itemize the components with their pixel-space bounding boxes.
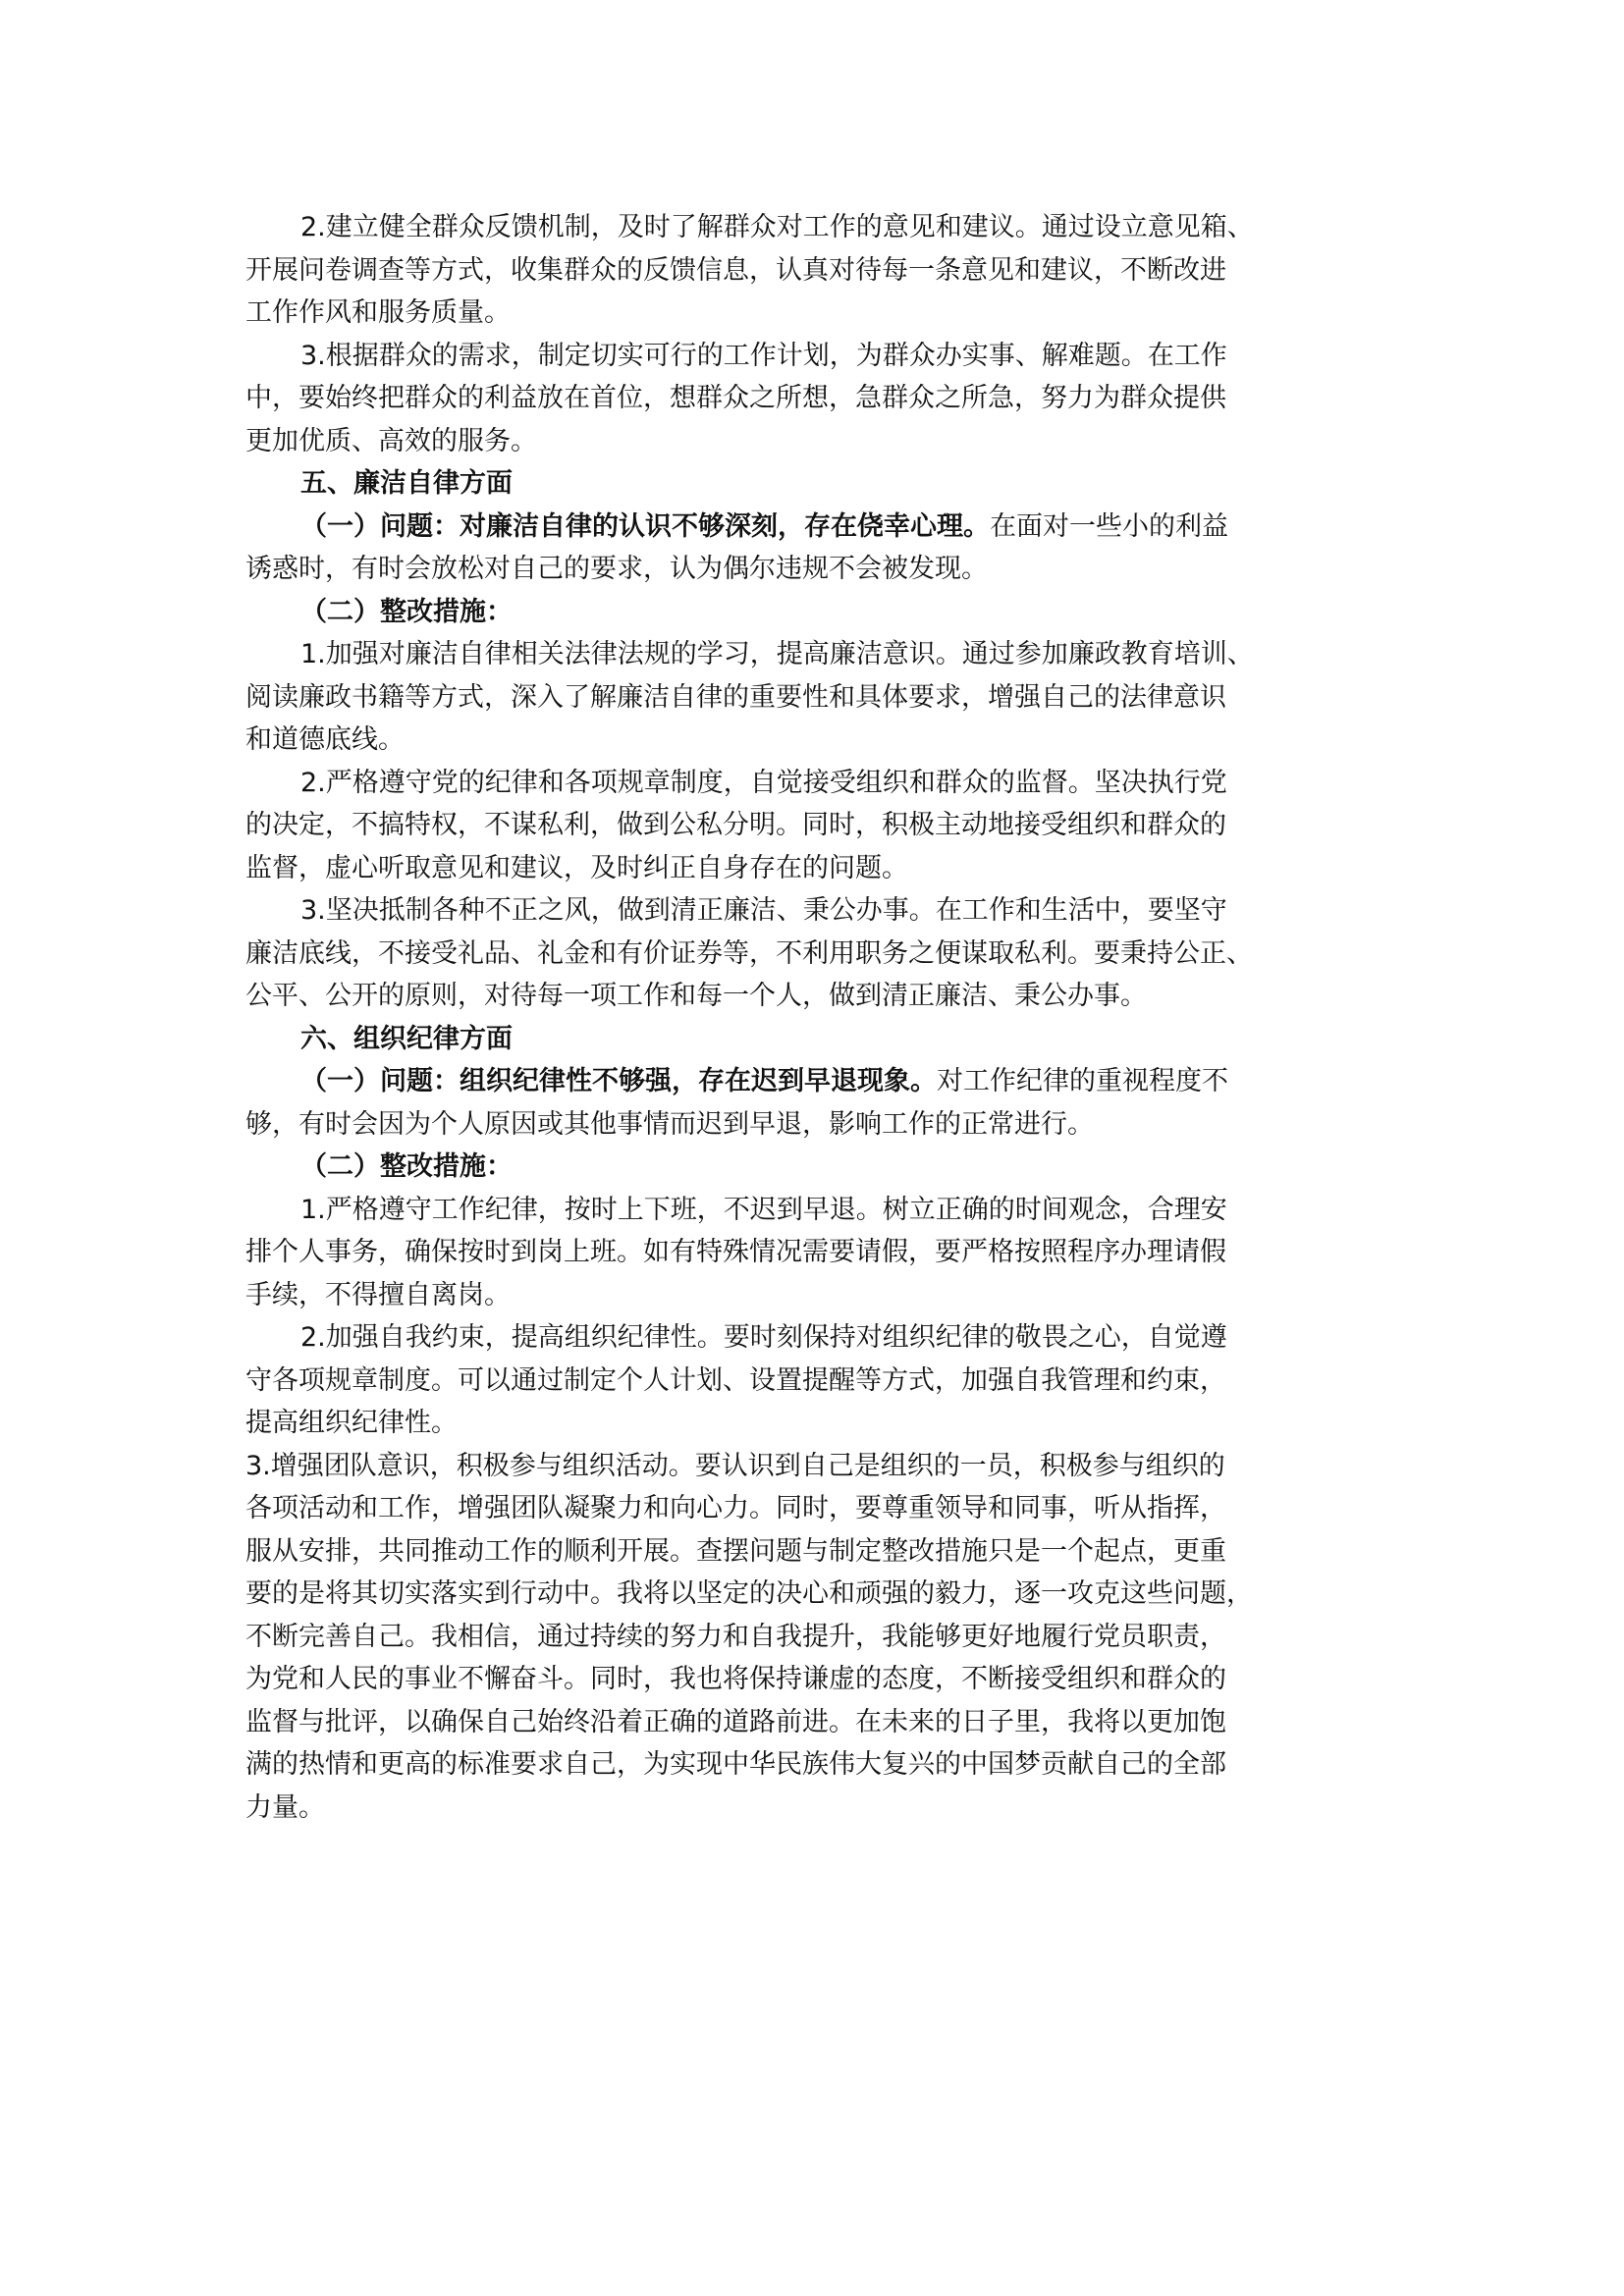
discipline-problem — [245, 1060, 1404, 1146]
paragraph-integrity-study: 1.加强对廉洁自律相关法律法规的学习，提高廉洁意识。通过参加廉政教育培训、 阅读廉政书籍等方式，深入了解廉洁自律的重要性和具体要求，增强自己的法律意识 和道德底线。 — [245, 639, 1254, 755]
paragraph-discipline-self-control: 2.加强自我约束，提高组织纪律性。要时刻保持对组织纪律的敬畏之心，自觉遵 守各项规章制度。可以通过制定个人计划、设置提醒等方式，加强自我管理和约束， 提高组织纪律性。 — [245, 1322, 1227, 1438]
discipline-measures-heading — [245, 1146, 1404, 1189]
section-heading-integrity: 五、廉洁自律方面 — [300, 468, 513, 499]
integrity-problem-title: （一）问题：对廉洁自律的认识不够深刻，存在侥幸心理。 — [300, 510, 990, 542]
integrity-measures-heading — [245, 591, 1404, 634]
paragraph-discipline-attendance: 1.严格遵守工作纪律，按时上下班，不迟到早退。树立正确的时间观念，合理安 排个人事务，确保按时到岗上班。如有特殊情况需要请假，要严格按照程序办理请假 手续，不得擅自离岗。 — [245, 1194, 1227, 1310]
discipline-problem-title: （一）问题：组织纪律性不够强，存在迟到早退现象。 — [300, 1066, 937, 1096]
discipline-measures-title: （二）整改措施： — [300, 1151, 513, 1182]
document-body — [245, 206, 1404, 1829]
paragraph-integrity-discipline: 2.严格遵守党的纪律和各项规章制度，自觉接受组织和群众的监督。坚决执行党 的决定，不搞特权，不谋私利，做到公私分明。同时，积极主动地接受组织和群众的 监督，虚心听取意见和建议，及时纠正自身存在的问题。 — [245, 767, 1227, 883]
integrity-problem-text: 在面对一些小的利益 诱惑时，有时会放松对自己的要求，认为偶尔违规不会被发现。 — [245, 510, 1228, 584]
paragraph-work-plan: 3.根据群众的需求，制定切实可行的工作计划，为群众办实事、解难题。在工作 中，要始终把群众的利益放在首位，想群众之所想，急群众之所急，努力为群众提供 更加优质、高效的服务。 — [245, 340, 1227, 456]
discipline-problem-text: 对工作纪律的重视程度不 够，有时会因为个人原因或其他事情而迟到早退，影响工作的正常进行。 — [245, 1066, 1228, 1140]
integrity-measures-title: （二）整改措施： — [300, 596, 513, 627]
paragraph-team-and-conclusion: 3.增强团队意识，积极参与组织活动。要认识到自己是组织的一员，积极参与组织的 各项活动和工作，增强团队凝聚力和向心力。同时，要尊重领导和同事，听从指挥， 服从安排，共同推动工作的顺利开展。查摆问题与制定整改措施只是一个起点，更重 要的是将其切实落实到行动中。我将以坚定的决心和顽强的毅力，逐一攻克这些问题， 不断完善自己。我相信，通过持续的努力和自我提升，我能够更好地履行党员职责， 为党和人民的事业不懈奋斗。同时，我也将保持谦虚的态度，不断接受组织和群众的 监督与批评，以确保自己始终沿着正确的道路前进。在未来的日子里，我将以更加饱 满的热情和更高的标准要求自己，为实现中华民族伟大复兴的中国梦贡献自己的全部 力量。 — [245, 1450, 1253, 1823]
paragraph-feedback-mechanism: 2.建立健全群众反馈机制，及时了解群众对工作的意见和建议。通过设立意见箱、 开展问卷调查等方式，收集群众的反馈信息，认真对待每一条意见和建议，不断改进 工作作风和服务质量。 — [245, 212, 1254, 328]
paragraph-integrity-resist: 3.坚决抵制各种不正之风，做到清正廉洁、秉公办事。在工作和生活中，要坚守 廉洁底线，不接受礼品、礼金和有价证券等，不利用职务之便谋取私利。要秉持公正、 公平、公开的原则，对待每一项工作和每一个人，做到清正廉洁、秉公办事。 — [245, 895, 1253, 1011]
section-heading-discipline: 六、组织纪律方面 — [300, 1023, 513, 1054]
integrity-problem — [245, 506, 1404, 591]
